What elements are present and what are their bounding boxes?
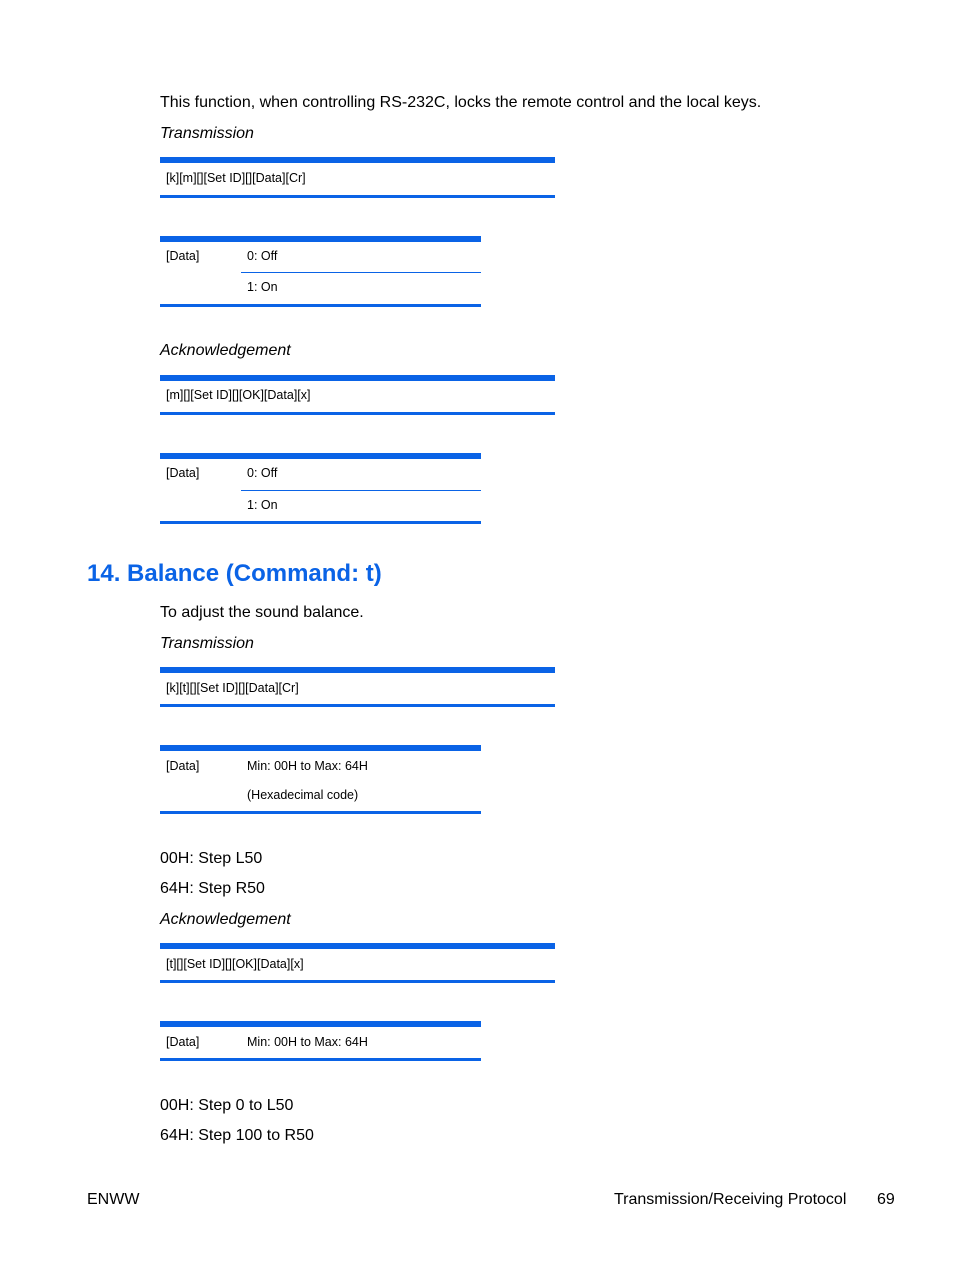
section-heading: 14. Balance (Command: t) [87,560,382,587]
data-value-row: (Hexadecimal code) [247,788,359,802]
note-line: 64H: Step R50 [160,880,265,897]
data-value-row: 0: Off [247,249,278,263]
note-line: 00H: Step 0 to L50 [160,1097,294,1114]
data-label: [Data] [166,466,200,480]
ack-code: [m][][Set ID][][OK][Data][x] [166,388,311,402]
section-description: To adjust the sound balance. [160,604,364,621]
data-label: [Data] [166,1035,200,1049]
data-label: [Data] [166,249,200,263]
data-value-row: 0: Off [247,466,278,480]
transmission-label: Transmission [160,635,254,652]
note-line: 64H: Step 100 to R50 [160,1127,314,1144]
acknowledgement-label: Acknowledgement [160,911,291,928]
data-label: [Data] [166,759,200,773]
transmission-code: [k][t][][Set ID][][Data][Cr] [166,681,299,695]
footer-section-title: Transmission/Receiving Protocol [614,1191,847,1208]
data-value-row: 1: On [247,498,278,512]
transmission-label: Transmission [160,125,254,142]
data-value-row: Min: 00H to Max: 64H [247,1035,368,1049]
note-line: 00H: Step L50 [160,850,263,867]
footer-left: ENWW [87,1191,140,1208]
intro-text: This function, when controlling RS-232C, locks the remote control and the local keys. [160,94,762,111]
data-value-row: Min: 00H to Max: 64H [247,759,368,773]
acknowledgement-label: Acknowledgement [160,342,291,359]
transmission-code: [k][m][][Set ID][][Data][Cr] [166,171,306,185]
page-number: 69 [877,1191,895,1208]
data-value-row: 1: On [247,280,278,294]
ack-code: [t][][Set ID][][OK][Data][x] [166,957,304,971]
